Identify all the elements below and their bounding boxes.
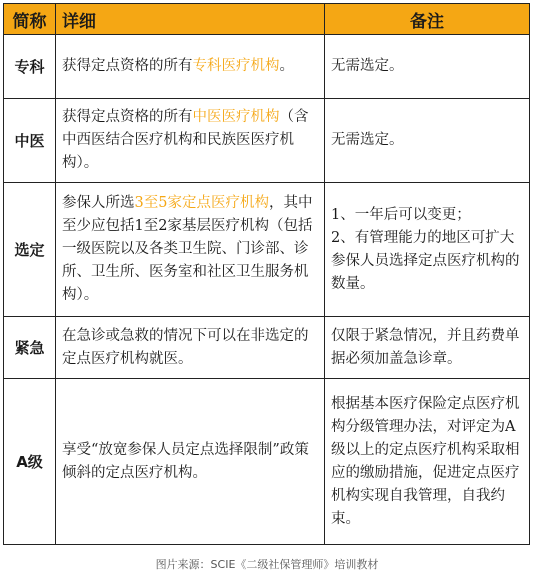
detail-text: ，其中至少应包括1至2家基层医疗机构（包括一级医院以及各类卫生院、门诊部、诊所、卫生所、医务室和社区卫生服务机构）。 — [62, 195, 313, 303]
detail-text: 参保人所选 — [62, 195, 135, 211]
detail-text: 获得定点资格的所有 — [62, 109, 193, 125]
detail-text: 获得定点资格的所有 — [62, 58, 193, 74]
row-name: A级 — [4, 379, 56, 545]
row-detail — [56, 183, 325, 317]
row-detail — [56, 35, 325, 99]
row-name: 专科 — [4, 35, 56, 99]
row-detail — [56, 99, 325, 183]
header-detail: 详细 — [56, 4, 325, 35]
row-note: 仅限于紧急情况，并且药费单据必须加盖急诊章。 — [325, 317, 530, 379]
detail-highlight: 中医医疗机构 — [192, 109, 280, 125]
note-line: 1、一年后可以变更； — [331, 206, 471, 223]
detail-highlight: 3至5家定点医疗机构 — [134, 195, 269, 211]
detail-text: 。 — [279, 58, 294, 74]
table-row — [4, 317, 530, 379]
row-name: 选定 — [4, 183, 56, 317]
table-header-row — [4, 4, 530, 35]
row-note — [325, 183, 530, 317]
header-note: 备注 — [325, 4, 530, 35]
benefits-table — [3, 3, 530, 545]
table-row — [4, 183, 530, 317]
detail-highlight: 专科医疗机构 — [192, 58, 280, 74]
row-note: 根据基本医疗保险定点医疗机构分级管理办法，对评定为A级以上的定点医疗机构采取相应的缴励措施，促进定点医疗机构实现自我管理，自我约束。 — [325, 379, 530, 545]
row-detail: 在急诊或急救的情况下可以在非选定的定点医疗机构就医。 — [56, 317, 325, 379]
row-name: 紧急 — [4, 317, 56, 379]
row-note: 无需选定。 — [325, 35, 530, 99]
table-row — [4, 35, 530, 99]
row-note: 无需选定。 — [325, 99, 530, 183]
table-row — [4, 379, 530, 545]
row-name: 中医 — [4, 99, 56, 183]
table-row — [4, 99, 530, 183]
row-detail: 享受“放宽参保人员定点选择限制”政策倾斜的定点医疗机构。 — [56, 379, 325, 545]
detail-text: （含中西医结合医疗机构和民族医医疗机构）。 — [62, 109, 309, 171]
header-name: 简称 — [4, 4, 56, 35]
note-line: 2、有管理能力的地区可扩大参保人员选择定点医疗机构的数量。 — [331, 229, 520, 292]
image-caption: 图片来源：SCIE《二级社保管理师》培训教材 — [155, 558, 379, 571]
